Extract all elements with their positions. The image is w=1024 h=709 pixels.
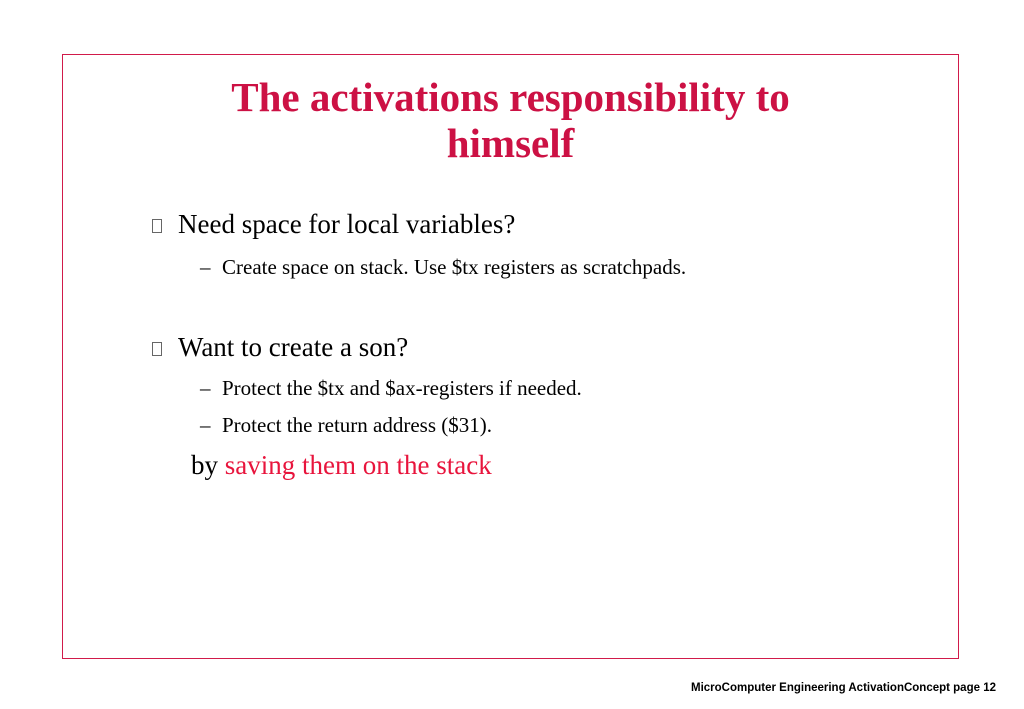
sub-bullet-item [200,255,686,280]
sub-bullet-dash: – [200,376,211,400]
sub-bullet-text: Protect the $tx and $ax-registers if needed. [222,376,582,400]
sub-bullet-dash: – [200,413,211,437]
closing-emphasis: saving them on the stack [224,450,492,480]
slide-title-line-2: himself [446,120,575,166]
closing-line [191,450,492,481]
slide-footer: MicroComputer Engineering ActivationConcept page 12 [690,682,996,694]
sub-bullet-text: Protect the return address ($31). [222,413,492,437]
bullet-item [152,209,515,240]
bullet-text: Need space for local variables? [178,209,516,239]
bullet-item [152,332,408,363]
bullet-box-icon [152,342,162,356]
slide-title-line-1: The activations responsibility to [231,74,790,120]
bullet-text: Want to create a son? [178,332,409,362]
sub-bullet-item [200,376,582,401]
closing-prefix: by [191,450,218,480]
sub-bullet-dash: – [200,255,211,279]
slide-title [62,74,959,166]
sub-bullet-text: Create space on stack. Use $tx registers as scratchpads. [222,255,687,279]
bullet-box-icon [152,219,162,233]
sub-bullet-item [200,413,492,438]
